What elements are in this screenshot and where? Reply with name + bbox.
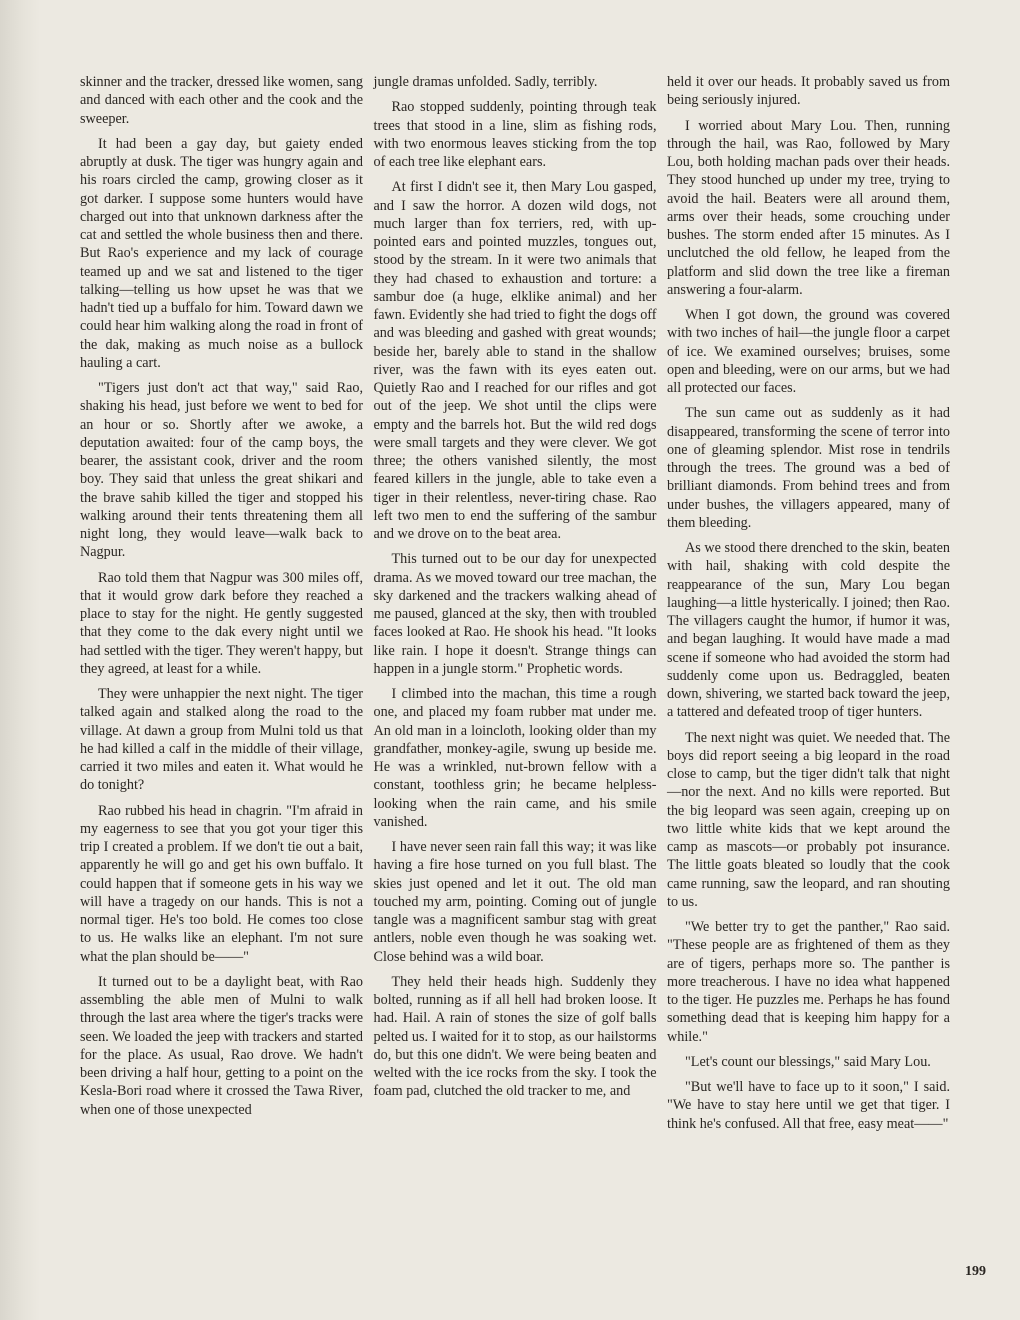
paragraph: "Let's count our blessings," said Mary Lou. [685, 1053, 931, 1070]
paragraph: It had been a gay day, but gaiety ended abruptly at dusk. The tiger was hungry again and his roars circled the camp, growing closer as it got darker. I suppose some hunters would have charged out into that unknown darkness after the cat and settled the whole business then and there. But Rao's experience and my lack of courage teamed up and we sat and listened to the tiger talking—telling us how upset he was that we hadn't tied up a buffalo for him. Toward dawn we could hear him walking along the road in front of the dak, making as much noise as a bullock hauling a cart. [80, 135, 363, 371]
column-right [667, 73, 950, 1288]
paragraph: The sun came out as suddenly as it had disappeared, transforming the scene of terror into one of gleaming splendor. Mist rose in tendrils through the trees. The ground was a bed of brilliant diamonds. From behind trees and from under bushes, the villagers appeared, many of them bleeding. [667, 405, 950, 531]
paragraph: held it over our heads. It probably saved us from being seriously injured. [667, 74, 950, 109]
column-middle [374, 73, 657, 1288]
paragraph: This turned out to be our day for unexpected drama. As we moved toward our tree machan, the sky darkened and the trackers walking ahead of me paused, glanced at the sky, then with troubled faces looked at Rao. He shook his head. "It looks like rain. I hope it doesn't. Strange things can happen in a jungle storm." Prophetic words. [373, 551, 657, 677]
paragraph: "But we'll have to face up to it soon," I said. "We have to stay here until we get that tiger. I think he's confused. All that free, easy meat——" [667, 1079, 950, 1132]
paragraph: As we stood there drenched to the skin, beaten with hail, shaking with cold despite the reappearance of the sun, Mary Lou began laughing—a little hysterically. I joined; then Rao. The villagers caught the humor, if humor it was, and began laughing. It would have made a mad scene if someone who had avoided the storm had suddenly come upon us. Bedraggled, beaten down, shivering, we started back toward the jeep, a tattered and defeated troop of tiger hunters. [667, 540, 950, 721]
paragraph: "We better try to get the panther," Rao said. "These people are as frightened of them as they are of tigers, perhaps more so. The panther is more treacherous. I have no idea what happened to the tiger. He puzzles me. Perhaps he has found something dead that is keeping him happy for a while." [667, 919, 950, 1045]
paragraph: When I got down, the ground was covered with two inches of hail—the jungle floor a carpet of ice. We examined ourselves; bruises, some open and bleeding, were on our arms, but we had all protected our faces. [667, 307, 950, 396]
paragraph: I worried about Mary Lou. Then, running through the hail, was Rao, followed by Mary Lou, both holding machan pads over their heads. They stood hunched up under my tree, trying to avoid the hail. Beaters were all around them, arms over their heads, some crouching under bushes. The storm ended after 15 minutes. As I unclutched the old fellow, he leaped from the platform and slid down the tree like a fireman answering a four-alarm. [667, 117, 950, 298]
paragraph: The next night was quiet. We needed that. The boys did report seeing a big leopard in the road close to camp, but the tiger didn't talk that night—nor the next. And no kills were reported. But the big leopard was seen again, creeping up on two little white kids that we kept around the camp as mascots—or probably pot insurance. The little goats bleated so loudly that the cook came running, saw the leopard, and ran shouting to us. [667, 729, 950, 910]
paragraph: skinner and the tracker, dressed like women, sang and danced with each other and the cook and the sweeper. [80, 74, 363, 127]
article-columns [80, 73, 950, 1288]
paragraph: I climbed into the machan, this time a rough one, and placed my foam rubber mat under me. An old man in a loincloth, looking older than my grandfather, monkey-agile, swung up beside me. He was a wrinkled, nut-brown fellow with a constant, toothless grin; he became helpless-looking when the rain came, and his smile vanished. [373, 686, 657, 830]
paragraph: jungle dramas unfolded. Sadly, terribly. [373, 74, 598, 90]
paragraph: It turned out to be a daylight beat, with Rao assembling the able men of Mulni to walk through the last area where the tiger's tracks were seen. We loaded the jeep with trackers and started for the place. As usual, Rao drove. We hadn't been driving a half hour, getting to a point on the Kesla-Bori road where it crossed the Tawa River, when one of those unexpected [80, 973, 363, 1118]
paragraph: Rao rubbed his head in chagrin. "I'm afraid in my eagerness to see that you got your tiger this trip I created a problem. If we don't tie out a bait, apparently he will go and get his own buffalo. It could happen that if someone gets in his way we will have a tragedy on our hands. This is not a normal tiger. He's too bold. He comes too close to us. He walks like an elephant. I'm not sure what the plan should be——" [80, 802, 363, 965]
paragraph: Rao told them that Nagpur was 300 miles off, that it would grow dark before they reached a place to stay for the night. He gently suggested that they come to the dak every night until we had settled with the tiger. They weren't happy, but they agreed, at least for a while. [80, 569, 363, 677]
paragraph: They were unhappier the next night. The tiger talked again and stalked along the road to the village. At dawn a group from Mulni told us that he had killed a calf in the middle of their village, carried it two miles and eaten it. What would he do tonight? [80, 686, 363, 794]
column-left [80, 73, 363, 1288]
paragraph: I have never seen rain fall this way; it was like having a fire hose turned on you full blast. The skies just opened and let it out. The old man touched my arm, pointing. Coming out of jungle tangle was a magnificent sambur stag with great antlers, noble even though he was soaking wet. Close behind was a wild boar. [373, 839, 657, 965]
page-number: 199 [965, 1264, 986, 1279]
paragraph: "Tigers just don't act that way," said Rao, shaking his head, just before we went to bed for an hour or so. Shortly after we awoke, a deputation awaited: four of the camp boys, the bearer, the assistant cook, driver and the room boy. They said that unless the great shikari and the brave sahib killed the tiger and stopped his walking around their tents threatening them all night long, they would leave—walk back to Nagpur. [80, 380, 363, 561]
paragraph: Rao stopped suddenly, pointing through teak trees that stood in a line, slim as fishing rods, with two enormous leaves sticking from the top of each tree like elephant ears. [373, 99, 657, 170]
paragraph: They held their heads high. Suddenly they bolted, running as if all hell had broken loose. It had. Hail. A rain of stones the size of golf balls pelted us. I waited for it to stop, as our hailstorms do, but this one didn't. We were being beaten and welted with the ice rocks from the sky. I took the foam pad, clutched the old tracker to me, and [373, 973, 657, 1100]
page-gutter-shadow [0, 0, 40, 1320]
paragraph: At first I didn't see it, then Mary Lou gasped, and I saw the horror. A dozen wild dogs, not much larger than fox terriers, red, with up-pointed ears and pointed muzzles, tongues out, stood by the stream. In it were two animals that they had chased to exhaustion and torture: a sambur doe (a huge, elklike animal) and her fawn. Evidently she had tried to fight the dogs off and was bleeding and gashed with great wounds; beside her, barely able to stand in the shallow river, was the fawn with its eyes eaten out. Quietly Rao and I reached for our rifles and got out of the jeep. We shot until the clips were empty and the barrels hot. But the wild red dogs were small targets and they were clever. We got three; the others vanished silently, the most feared killers in the jungle, able to take even a tiger in their relentless, never-tiring chase. Rao left two men to end the suffering of the sambur and we drove on to the beat area. [373, 179, 657, 542]
